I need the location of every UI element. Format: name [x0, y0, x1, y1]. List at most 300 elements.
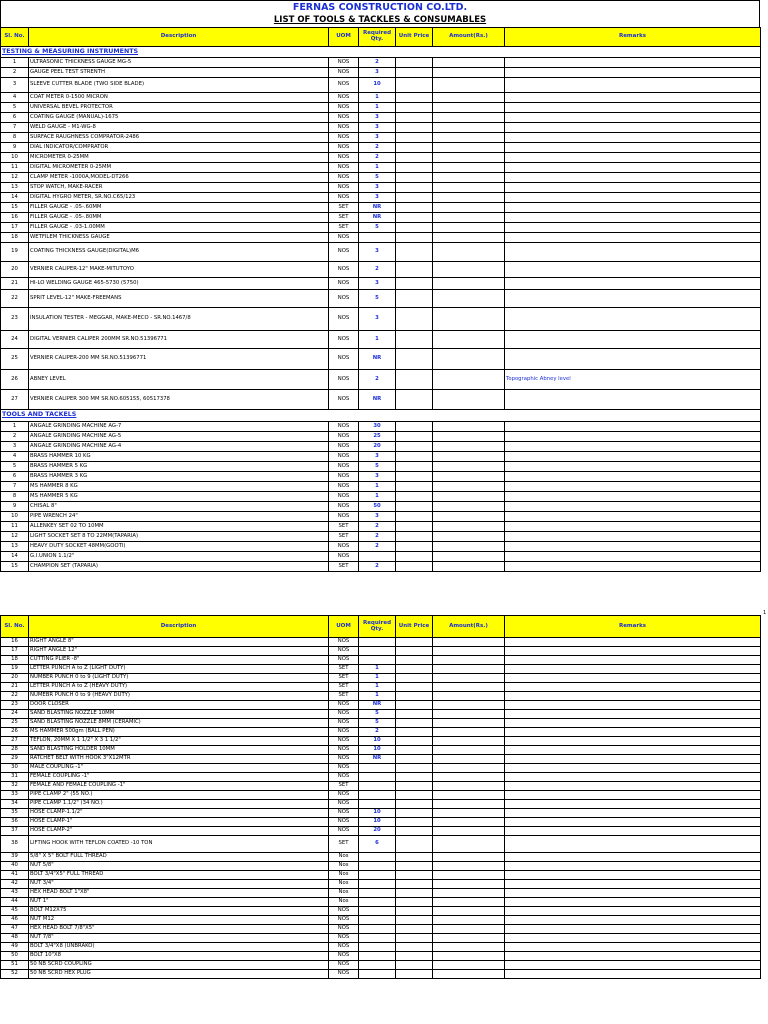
row-uom: NOS — [329, 308, 359, 331]
table-row — [1, 674, 761, 683]
row-sl-number: 11 — [1, 163, 29, 173]
row-sl-number: 30 — [1, 764, 29, 773]
row-amount — [433, 462, 505, 472]
row-amount — [433, 472, 505, 482]
header-amount: Amount(Rs.) — [433, 616, 505, 638]
row-amount — [433, 674, 505, 683]
row-remarks — [505, 552, 761, 562]
row-sl-number: 24 — [1, 331, 29, 349]
table-row — [1, 701, 761, 710]
row-unit-price — [396, 647, 433, 656]
row-remarks — [505, 262, 761, 278]
row-amount — [433, 153, 505, 163]
row-required-qty: 1 — [359, 674, 396, 683]
row-required-qty: 2 — [359, 542, 396, 552]
row-description: HEX HEAD BOLT 1"X8" — [29, 889, 329, 898]
row-unit-price — [396, 262, 433, 278]
row-remarks — [505, 492, 761, 502]
table-row — [1, 68, 761, 78]
table-row — [1, 880, 761, 889]
row-sl-number: 25 — [1, 719, 29, 728]
row-amount — [433, 562, 505, 572]
row-description: ALLENKEY SET 02 TO 10MM — [29, 522, 329, 532]
row-amount — [433, 871, 505, 880]
row-description: LETTER PUNCH A to Z (HEAVY DUTY) — [29, 683, 329, 692]
row-description: LIGHT SOCKET SET 8 TO 22MM(TAPARIA) — [29, 532, 329, 542]
row-sl-number: 10 — [1, 153, 29, 163]
row-remarks — [505, 809, 761, 818]
row-required-qty: 10 — [359, 737, 396, 746]
row-required-qty: 3 — [359, 193, 396, 203]
row-sl-number: 1 — [1, 422, 29, 432]
row-description: HEAVY DUTY SOCKET 48MM(GOOTI) — [29, 542, 329, 552]
row-uom: NOS — [329, 638, 359, 647]
row-unit-price — [396, 183, 433, 193]
row-amount — [433, 782, 505, 791]
row-uom: NOS — [329, 58, 359, 68]
row-sl-number: 44 — [1, 898, 29, 907]
row-remarks — [505, 308, 761, 331]
row-unit-price — [396, 925, 433, 934]
row-amount — [433, 331, 505, 349]
row-uom: SET — [329, 223, 359, 233]
row-description: HEX HEAD BOLT 7/8"X5" — [29, 925, 329, 934]
row-unit-price — [396, 737, 433, 746]
row-unit-price — [396, 93, 433, 103]
row-remarks — [505, 562, 761, 572]
row-remarks — [505, 143, 761, 153]
table-row — [1, 853, 761, 862]
row-uom: NOS — [329, 442, 359, 452]
row-unit-price — [396, 961, 433, 970]
row-required-qty: 2 — [359, 522, 396, 532]
row-sl-number: 11 — [1, 522, 29, 532]
row-amount — [433, 93, 505, 103]
row-unit-price — [396, 482, 433, 492]
row-required-qty: 25 — [359, 432, 396, 442]
row-uom: SET — [329, 532, 359, 542]
table-row — [1, 737, 761, 746]
row-remarks — [505, 853, 761, 862]
row-uom: NOS — [329, 647, 359, 656]
row-sl-number: 47 — [1, 925, 29, 934]
row-description: 5/8" X 5" BOLT FULL THREAD — [29, 853, 329, 862]
row-uom: NOS — [329, 502, 359, 512]
row-remarks — [505, 925, 761, 934]
row-description: MS HAMMER 8 KG — [29, 482, 329, 492]
section-title-tools: TOOLS AND TACKELS — [1, 410, 761, 422]
row-required-qty: 2 — [359, 728, 396, 737]
table-row — [1, 422, 761, 432]
row-uom: NOS — [329, 961, 359, 970]
row-unit-price — [396, 113, 433, 123]
row-sl-number: 45 — [1, 907, 29, 916]
row-uom: NOS — [329, 432, 359, 442]
row-required-qty — [359, 934, 396, 943]
row-sl-number: 48 — [1, 934, 29, 943]
row-amount — [433, 764, 505, 773]
table-row — [1, 522, 761, 532]
row-sl-number: 8 — [1, 133, 29, 143]
row-unit-price — [396, 203, 433, 213]
row-unit-price — [396, 502, 433, 512]
row-amount — [433, 262, 505, 278]
row-sl-number: 6 — [1, 472, 29, 482]
row-uom: NOS — [329, 472, 359, 482]
row-uom: SET — [329, 692, 359, 701]
table-row — [1, 800, 761, 809]
row-sl-number: 22 — [1, 290, 29, 308]
row-required-qty: 5 — [359, 290, 396, 308]
row-amount — [433, 390, 505, 410]
row-description: G.I.UNION 1.1/2" — [29, 552, 329, 562]
row-description: MICROMETER 0-25MM — [29, 153, 329, 163]
row-required-qty — [359, 916, 396, 925]
row-uom: NOS — [329, 233, 359, 243]
row-required-qty: 20 — [359, 827, 396, 836]
row-unit-price — [396, 243, 433, 262]
section-title-testing: TESTING & MEASURING INSTRUMENTS — [1, 47, 761, 58]
table-row — [1, 290, 761, 308]
row-unit-price — [396, 818, 433, 827]
row-description: VERNIER CALIPER 300 MM SR.NO.605155, 60517378 — [29, 390, 329, 410]
row-remarks — [505, 800, 761, 809]
row-remarks — [505, 773, 761, 782]
row-unit-price — [396, 512, 433, 522]
row-sl-number: 51 — [1, 961, 29, 970]
row-remarks — [505, 701, 761, 710]
header-required-qty: Required Qty. — [359, 28, 396, 47]
row-remarks — [505, 482, 761, 492]
row-remarks — [505, 532, 761, 542]
table-row — [1, 916, 761, 925]
row-description: SAND BLASTING NOZZLE 8MM (CERAMIC) — [29, 719, 329, 728]
row-sl-number: 13 — [1, 542, 29, 552]
row-amount — [433, 58, 505, 68]
row-required-qty — [359, 773, 396, 782]
table-row — [1, 907, 761, 916]
row-remarks — [505, 755, 761, 764]
row-amount — [433, 542, 505, 552]
row-unit-price — [396, 233, 433, 243]
row-description: MS HAMMER 500gm (BALL PEN) — [29, 728, 329, 737]
row-amount — [433, 203, 505, 213]
row-uom: Nos — [329, 871, 359, 880]
row-description: HOSE CLAMP-1" — [29, 818, 329, 827]
row-unit-price — [396, 562, 433, 572]
row-required-qty — [359, 889, 396, 898]
row-required-qty — [359, 970, 396, 979]
table-row — [1, 233, 761, 243]
row-unit-price — [396, 683, 433, 692]
row-amount — [433, 143, 505, 153]
row-uom: NOS — [329, 800, 359, 809]
row-required-qty: 1 — [359, 93, 396, 103]
row-sl-number: 37 — [1, 827, 29, 836]
row-description: NUT M12 — [29, 916, 329, 925]
row-uom: NOS — [329, 278, 359, 290]
row-amount — [433, 278, 505, 290]
table-row — [1, 656, 761, 665]
row-amount — [433, 800, 505, 809]
row-amount — [433, 482, 505, 492]
row-remarks — [505, 522, 761, 532]
row-amount — [433, 532, 505, 542]
row-sl-number: 32 — [1, 782, 29, 791]
row-amount — [433, 422, 505, 432]
row-unit-price — [396, 791, 433, 800]
table-row — [1, 773, 761, 782]
row-uom: NOS — [329, 422, 359, 432]
row-uom: NOS — [329, 68, 359, 78]
table-row — [1, 78, 761, 93]
row-required-qty: 3 — [359, 133, 396, 143]
row-unit-price — [396, 809, 433, 818]
row-description: BOLT M12X75 — [29, 907, 329, 916]
row-uom: Nos — [329, 898, 359, 907]
row-sl-number: 27 — [1, 737, 29, 746]
row-required-qty — [359, 961, 396, 970]
row-required-qty: 5 — [359, 710, 396, 719]
row-sl-number: 23 — [1, 701, 29, 710]
row-required-qty: 1 — [359, 331, 396, 349]
header-amount: Amount(Rs.) — [433, 28, 505, 47]
row-amount — [433, 173, 505, 183]
row-description: BOLT 3/4"X8 (UNBRAKO) — [29, 943, 329, 952]
row-description: FEMALE AND FEMALE COUPLING -1" — [29, 782, 329, 791]
header-unit-price: Unit Price — [396, 616, 433, 638]
row-remarks — [505, 432, 761, 442]
row-amount — [433, 943, 505, 952]
tools-table-continued-body — [1, 616, 761, 979]
row-unit-price — [396, 193, 433, 203]
row-remarks — [505, 502, 761, 512]
row-remarks — [505, 889, 761, 898]
row-unit-price — [396, 432, 433, 442]
row-description: BOLT 3/4"X5" FULL THREAD — [29, 871, 329, 880]
row-sl-number: 10 — [1, 512, 29, 522]
row-required-qty: 2 — [359, 532, 396, 542]
row-uom: NOS — [329, 791, 359, 800]
row-description: ABNEY LEVEL — [29, 370, 329, 390]
row-uom: NOS — [329, 370, 359, 390]
row-remarks — [505, 674, 761, 683]
row-remarks — [505, 512, 761, 522]
row-unit-price — [396, 133, 433, 143]
row-sl-number: 18 — [1, 656, 29, 665]
row-amount — [433, 103, 505, 113]
row-uom: SET — [329, 683, 359, 692]
row-required-qty: 3 — [359, 308, 396, 331]
table-row — [1, 898, 761, 907]
row-remarks — [505, 880, 761, 889]
row-description: PIPE CLAMP 1.1/2" (34 NO.) — [29, 800, 329, 809]
row-uom: NOS — [329, 103, 359, 113]
table-row — [1, 462, 761, 472]
row-amount — [433, 836, 505, 853]
table-row — [1, 502, 761, 512]
row-amount — [433, 925, 505, 934]
row-description: DIGITAL VERNIER CALIPER 200MM SR.NO.51396771 — [29, 331, 329, 349]
row-unit-price — [396, 862, 433, 871]
row-unit-price — [396, 827, 433, 836]
row-sl-number: 50 — [1, 952, 29, 961]
row-uom: NOS — [329, 262, 359, 278]
row-amount — [433, 552, 505, 562]
row-required-qty: 1 — [359, 492, 396, 502]
row-amount — [433, 692, 505, 701]
row-uom: NOS — [329, 934, 359, 943]
title-block — [0, 0, 760, 27]
row-remarks — [505, 871, 761, 880]
row-uom: NOS — [329, 390, 359, 410]
row-sl-number: 16 — [1, 213, 29, 223]
row-required-qty — [359, 656, 396, 665]
table-row — [1, 93, 761, 103]
row-remarks — [505, 442, 761, 452]
row-uom: SET — [329, 836, 359, 853]
row-sl-number: 1 — [1, 58, 29, 68]
row-required-qty: 2 — [359, 262, 396, 278]
row-amount — [433, 78, 505, 93]
row-amount — [433, 934, 505, 943]
row-remarks — [505, 422, 761, 432]
row-amount — [433, 728, 505, 737]
row-amount — [433, 452, 505, 462]
row-uom: Nos — [329, 880, 359, 889]
row-description: BOLT 10"X8 — [29, 952, 329, 961]
row-unit-price — [396, 638, 433, 647]
row-unit-price — [396, 889, 433, 898]
row-required-qty — [359, 871, 396, 880]
table-row — [1, 370, 761, 390]
row-remarks — [505, 93, 761, 103]
row-amount — [433, 370, 505, 390]
row-sl-number: 2 — [1, 432, 29, 442]
row-sl-number: 8 — [1, 492, 29, 502]
row-description: CHISAL 8" — [29, 502, 329, 512]
row-sl-number: 4 — [1, 452, 29, 462]
row-amount — [433, 701, 505, 710]
row-sl-number: 46 — [1, 916, 29, 925]
row-amount — [433, 193, 505, 203]
row-amount — [433, 308, 505, 331]
table-row — [1, 472, 761, 482]
row-amount — [433, 512, 505, 522]
row-sl-number: 21 — [1, 278, 29, 290]
row-remarks — [505, 737, 761, 746]
table-row — [1, 791, 761, 800]
tools-table-continued — [0, 615, 761, 979]
row-remarks — [505, 862, 761, 871]
table-row — [1, 764, 761, 773]
row-required-qty: 3 — [359, 278, 396, 290]
row-unit-price — [396, 173, 433, 183]
row-uom: NOS — [329, 701, 359, 710]
row-sl-number: 4 — [1, 93, 29, 103]
row-uom: NOS — [329, 970, 359, 979]
row-description: 50 NB SCRD COUPLING — [29, 961, 329, 970]
row-amount — [433, 183, 505, 193]
row-uom: NOS — [329, 764, 359, 773]
row-description: BRASS HAMMER 10 KG — [29, 452, 329, 462]
header-uom: UOM — [329, 616, 359, 638]
row-sl-number: 15 — [1, 562, 29, 572]
row-required-qty: 50 — [359, 502, 396, 512]
row-sl-number: 15 — [1, 203, 29, 213]
row-uom: NOS — [329, 925, 359, 934]
row-amount — [433, 492, 505, 502]
row-description: SLEEVE CUTTER BLADE (TWO SIDE BLADE) — [29, 78, 329, 93]
row-uom: NOS — [329, 710, 359, 719]
row-required-qty — [359, 782, 396, 791]
row-description: DOOR CLOSER — [29, 701, 329, 710]
header-uom: UOM — [329, 28, 359, 47]
row-required-qty: 3 — [359, 123, 396, 133]
row-required-qty — [359, 647, 396, 656]
row-description: WETFILEM THICKNESS GAUGE — [29, 233, 329, 243]
table-row — [1, 782, 761, 791]
row-description: COATING GAUGE (MANUAL)-1675 — [29, 113, 329, 123]
table-header-row — [1, 28, 761, 47]
row-unit-price — [396, 764, 433, 773]
row-uom: NOS — [329, 349, 359, 370]
row-uom: NOS — [329, 153, 359, 163]
row-required-qty — [359, 943, 396, 952]
row-required-qty: 5 — [359, 223, 396, 233]
table-row — [1, 262, 761, 278]
row-sl-number: 22 — [1, 692, 29, 701]
row-sl-number: 6 — [1, 113, 29, 123]
row-uom: Nos — [329, 889, 359, 898]
row-amount — [433, 961, 505, 970]
row-amount — [433, 952, 505, 961]
row-description: NUT 1" — [29, 898, 329, 907]
row-remarks — [505, 943, 761, 952]
row-uom: Nos — [329, 862, 359, 871]
row-unit-price — [396, 692, 433, 701]
row-required-qty: 1 — [359, 163, 396, 173]
row-description: SPRIT LEVEL-12" MAKE-FREEMANS — [29, 290, 329, 308]
row-remarks — [505, 542, 761, 552]
row-uom: NOS — [329, 818, 359, 827]
row-unit-price — [396, 532, 433, 542]
row-remarks — [505, 153, 761, 163]
row-sl-number: 9 — [1, 143, 29, 153]
row-required-qty — [359, 880, 396, 889]
row-remarks — [505, 836, 761, 853]
row-sl-number: 2 — [1, 68, 29, 78]
row-uom: NOS — [329, 462, 359, 472]
section-row-testing — [1, 47, 761, 58]
table-row — [1, 925, 761, 934]
row-required-qty — [359, 898, 396, 907]
row-uom: NOS — [329, 512, 359, 522]
row-required-qty — [359, 853, 396, 862]
row-description: VERNIER CALIPER-200 MM SR.NO.51396771 — [29, 349, 329, 370]
row-description: ANGALE GRINDING MACHINE AG-7 — [29, 422, 329, 432]
row-sl-number: 43 — [1, 889, 29, 898]
row-required-qty: 3 — [359, 452, 396, 462]
row-unit-price — [396, 103, 433, 113]
row-amount — [433, 522, 505, 532]
row-unit-price — [396, 728, 433, 737]
row-amount — [433, 656, 505, 665]
row-sl-number: 41 — [1, 871, 29, 880]
row-remarks — [505, 173, 761, 183]
table-row — [1, 123, 761, 133]
row-uom: NOS — [329, 952, 359, 961]
